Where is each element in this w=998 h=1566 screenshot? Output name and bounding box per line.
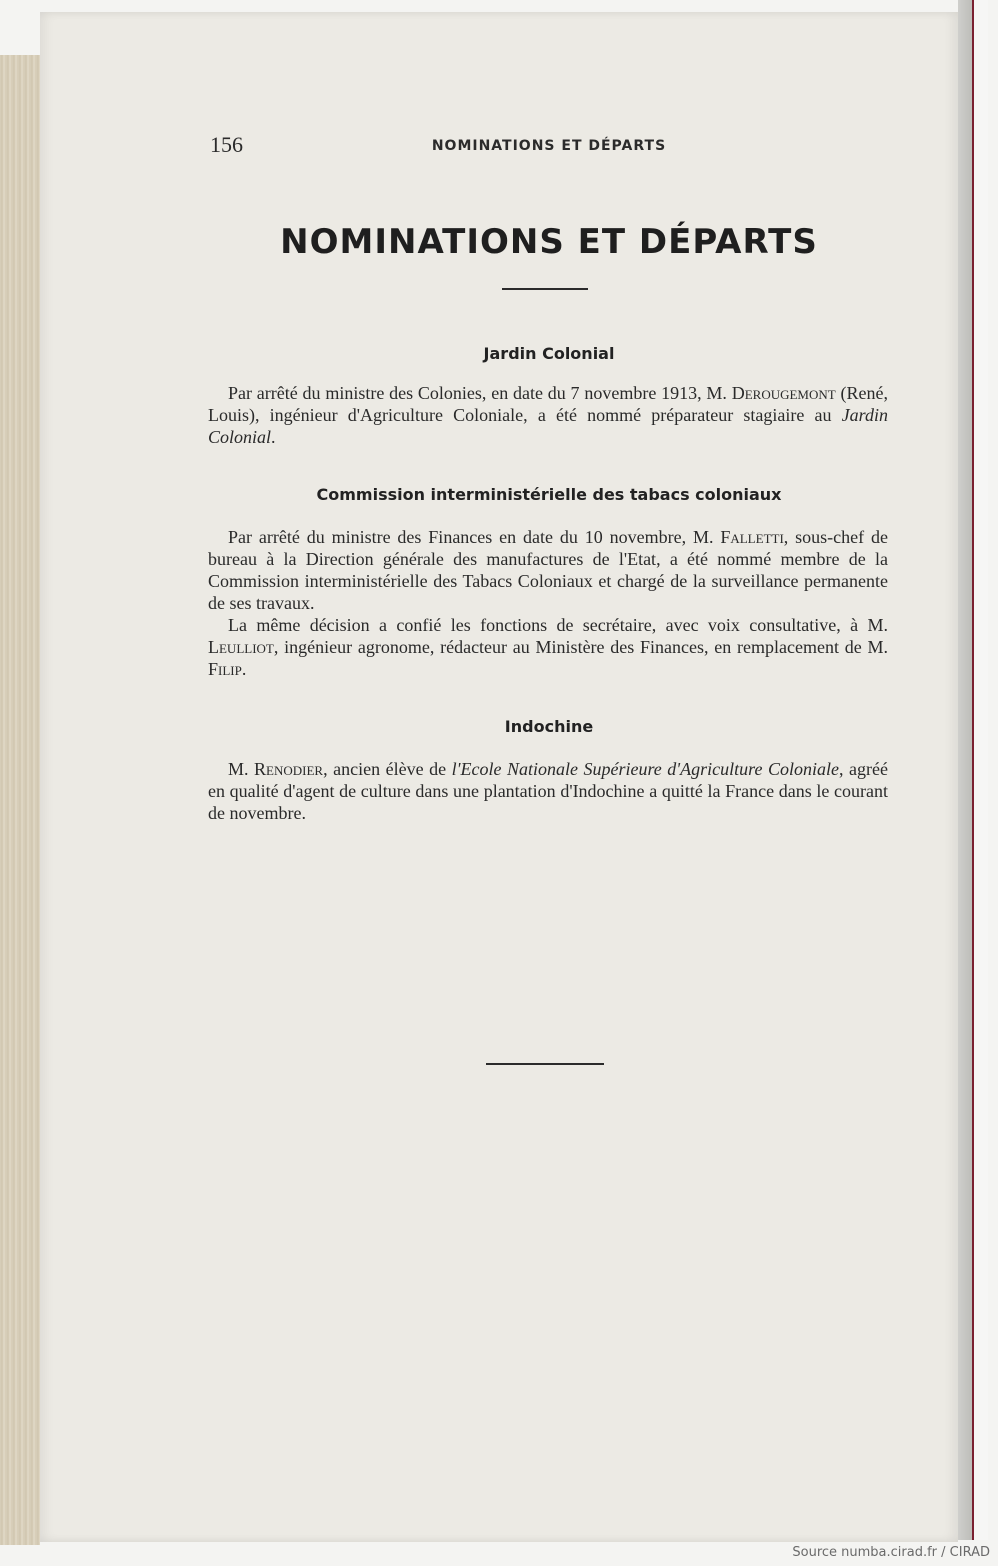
running-title: NOMINATIONS ET DÉPARTS (431, 138, 667, 154)
italic-reference: l'Ecole Nationale Supérieure d'Agriculture Coloniale (451, 759, 839, 779)
person-name: Falletti (720, 527, 784, 547)
running-head (210, 132, 888, 162)
paragraph-jardin-colonial: Par arrêté du ministre des Colonies, en date du 7 novembre 1913, M. Derougemont (René, Louis), ingénieur d'Agriculture Coloniale, a été nommé préparateur stagiaire au Jardin Colonial. (208, 383, 888, 447)
section-heading-indochine: Indochine (504, 717, 594, 736)
paragraph-commission-1: Par arrêté du ministre des Finances en date du 10 novembre, M. Falletti, sous-chef de bureau à la Direction générale des manufactures de l'Etat, a été nommé membre de la Commission interministérielle des Tabacs Coloniaux et chargé de la surveillance permanente de ses travaux. (208, 527, 888, 613)
person-name: Leulliot (208, 637, 274, 657)
italic-reference: Jardin Colonial (208, 405, 888, 447)
person-name: Derougemont (731, 383, 836, 403)
book-page-edges-right (958, 0, 972, 1540)
end-divider (486, 1063, 604, 1065)
paragraph-commission-2: La même décision a confié les fonctions de secrétaire, avec voix consultative, à M. Leulliot, ingénieur agronome, rédacteur au Ministère des Finances, en remplacement de M. Filip. (208, 615, 888, 679)
title-divider (502, 288, 588, 290)
paragraph-indochine: M. Renodier, ancien élève de l'Ecole Nationale Supérieure d'Agriculture Coloniale, agréé en qualité d'agent de culture dans une plantation d'Indochine a quitté la France dans le courant de novembre. (208, 759, 888, 823)
page-number: 156 (210, 132, 243, 157)
section-heading-commission-tabacs: Commission interministérielle des tabacs coloniaux (316, 485, 782, 504)
section-heading-jardin-colonial: Jardin Colonial (483, 344, 615, 363)
person-name: Renodier (254, 759, 324, 779)
book-cover-edge (972, 0, 988, 1540)
main-title: NOMINATIONS ET DÉPARTS (280, 222, 818, 262)
book-page-edges-left (0, 55, 40, 1545)
source-credit: Source numba.cirad.fr / CIRAD (792, 1545, 990, 1560)
person-name: Filip (208, 659, 242, 679)
